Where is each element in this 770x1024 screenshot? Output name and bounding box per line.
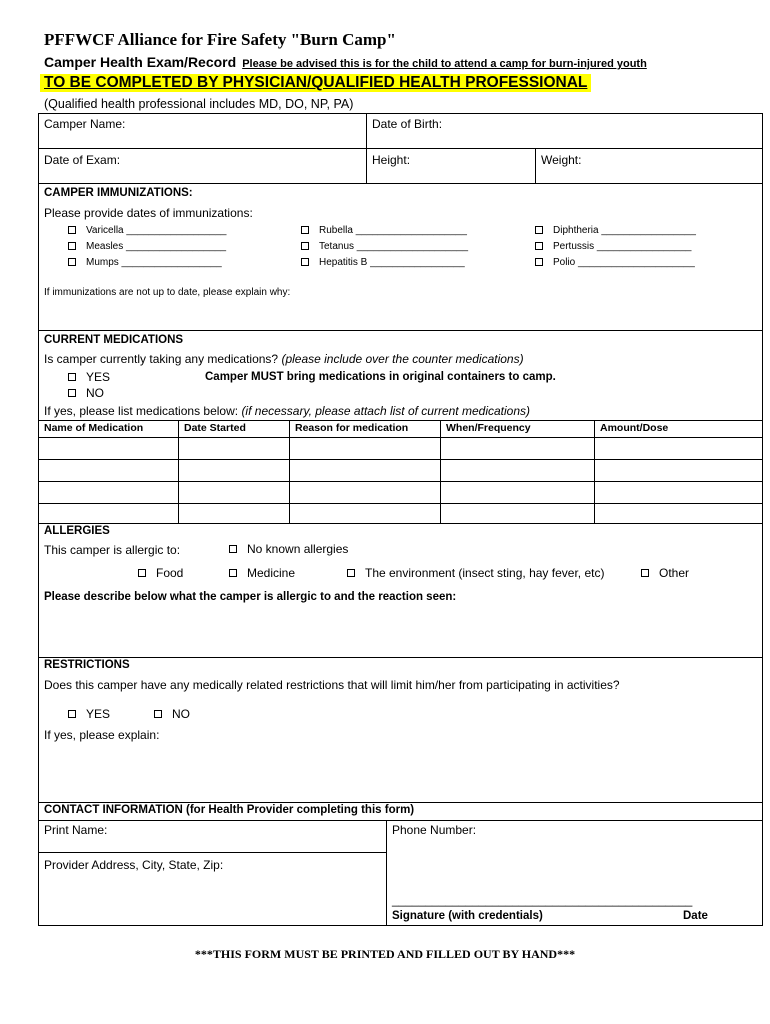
banner: TO BE COMPLETED BY PHYSICIAN/QUALIFIED HEALTH PROFESSIONAL: [40, 74, 591, 92]
medications-list-prompt: If yes, please list medications below: (if necessary, please attach list of current medications): [44, 404, 531, 418]
immunization-item[interactable]: Tetanus ____________________: [301, 238, 468, 254]
col-date-started: Date Started: [184, 422, 246, 434]
print-name-field[interactable]: Print Name:: [44, 823, 108, 837]
camper-name-field[interactable]: Camper Name:: [44, 117, 126, 131]
checkbox[interactable]: [229, 569, 237, 577]
advisory-text: Please be advised this is for the child to attend a camp for burn-injured youth: [242, 58, 647, 70]
checkbox[interactable]: [68, 710, 76, 718]
col-amount: Amount/Dose: [600, 422, 669, 434]
immunization-col-1: [68, 222, 227, 270]
immunization-item[interactable]: Polio _____________________: [535, 254, 696, 270]
col-reason: Reason for medication: [295, 422, 409, 434]
medicine-option[interactable]: Medicine: [229, 565, 295, 581]
medications-yes-option[interactable]: YES: [68, 369, 110, 385]
col-frequency: When/Frequency: [446, 422, 531, 434]
medication-row[interactable]: [39, 460, 762, 481]
form-subtitle: [44, 54, 647, 70]
allergies-heading: ALLERGIES: [44, 525, 110, 537]
immunization-item[interactable]: Mumps __________________: [68, 254, 227, 270]
medications-question: Is camper currently taking any medications? (please include over the counter medications): [44, 352, 524, 366]
immunization-col-3: [535, 222, 696, 270]
immunizations-heading: CAMPER IMMUNIZATIONS:: [44, 187, 193, 199]
immunization-item[interactable]: Pertussis _________________: [535, 238, 696, 254]
medication-row[interactable]: [39, 482, 762, 503]
immunizations-explain[interactable]: If immunizations are not up to date, please explain why:: [44, 287, 291, 298]
checkbox[interactable]: [535, 242, 543, 250]
footer-note: ***THIS FORM MUST BE PRINTED AND FILLED OUT BY HAND***: [194, 947, 576, 961]
restrictions-explain[interactable]: If yes, please explain:: [44, 728, 160, 742]
dob-field[interactable]: Date of Birth:: [372, 117, 443, 131]
restrictions-yes-option[interactable]: YES: [68, 706, 110, 722]
exam-date-field[interactable]: Date of Exam:: [44, 153, 121, 167]
immunization-item[interactable]: Hepatitis B _________________: [301, 254, 468, 270]
signature-line[interactable]: _____________________________________________: [392, 893, 693, 907]
checkbox[interactable]: [68, 389, 76, 397]
contact-heading: CONTACT INFORMATION (for Health Provider completing this form): [44, 804, 415, 816]
checkbox[interactable]: [68, 373, 76, 381]
medications-list-note: (if necessary, please attach list of current medications): [241, 404, 531, 418]
checkbox[interactable]: [535, 258, 543, 266]
checkbox[interactable]: [68, 242, 76, 250]
medications-question-note: (please include over the counter medications): [281, 352, 524, 366]
checkbox[interactable]: [68, 226, 76, 234]
no-known-allergies-option[interactable]: No known allergies: [229, 541, 348, 557]
restrictions-question: Does this camper have any medically related restrictions that will limit him/her from participating in activities?: [44, 678, 620, 692]
checkbox[interactable]: [229, 545, 237, 553]
height-field[interactable]: Height:: [372, 153, 411, 167]
checkbox[interactable]: [68, 258, 76, 266]
date-label: Date: [683, 910, 708, 922]
phone-number-field[interactable]: Phone Number:: [392, 823, 477, 837]
immunizations-prompt: Please provide dates of immunizations:: [44, 206, 253, 220]
immunization-col-2: [301, 222, 468, 270]
checkbox[interactable]: [301, 242, 309, 250]
checkbox[interactable]: [641, 569, 649, 577]
must-bring-note: Camper MUST bring medications in original containers to camp.: [205, 371, 556, 383]
allergies-describe[interactable]: Please describe below what the camper is allergic to and the reaction seen:: [44, 591, 457, 603]
col-name: Name of Medication: [44, 422, 144, 434]
medication-row[interactable]: [39, 438, 762, 459]
food-option[interactable]: Food: [138, 565, 183, 581]
medications-no-option[interactable]: NO: [68, 385, 104, 401]
immunization-item[interactable]: Varicella __________________: [68, 222, 227, 238]
qualified-note: (Qualified health professional includes MD, DO, NP, PA): [44, 97, 354, 111]
medication-row[interactable]: [39, 504, 762, 523]
checkbox[interactable]: [301, 226, 309, 234]
restrictions-heading: RESTRICTIONS: [44, 659, 130, 671]
checkbox[interactable]: [154, 710, 162, 718]
environment-option[interactable]: The environment (insect sting, hay fever, etc): [347, 565, 604, 581]
medications-heading: CURRENT MEDICATIONS: [44, 334, 184, 346]
immunization-item[interactable]: Rubella ____________________: [301, 222, 468, 238]
subtitle-text: Camper Health Exam/Record: [44, 54, 237, 70]
weight-field[interactable]: Weight:: [541, 153, 582, 167]
restrictions-no-option[interactable]: NO: [154, 706, 190, 722]
checkbox[interactable]: [138, 569, 146, 577]
form-title: PFFWCF Alliance for Fire Safety "Burn Camp": [44, 30, 396, 49]
provider-address-field[interactable]: Provider Address, City, State, Zip:: [44, 858, 224, 872]
immunization-item[interactable]: Measles __________________: [68, 238, 227, 254]
other-option[interactable]: Other: [641, 565, 689, 581]
immunization-item[interactable]: Diphtheria _________________: [535, 222, 696, 238]
allergies-prompt: This camper is allergic to:: [44, 543, 181, 557]
checkbox[interactable]: [301, 258, 309, 266]
checkbox[interactable]: [347, 569, 355, 577]
checkbox[interactable]: [535, 226, 543, 234]
signature-label: Signature (with credentials): [392, 910, 543, 922]
